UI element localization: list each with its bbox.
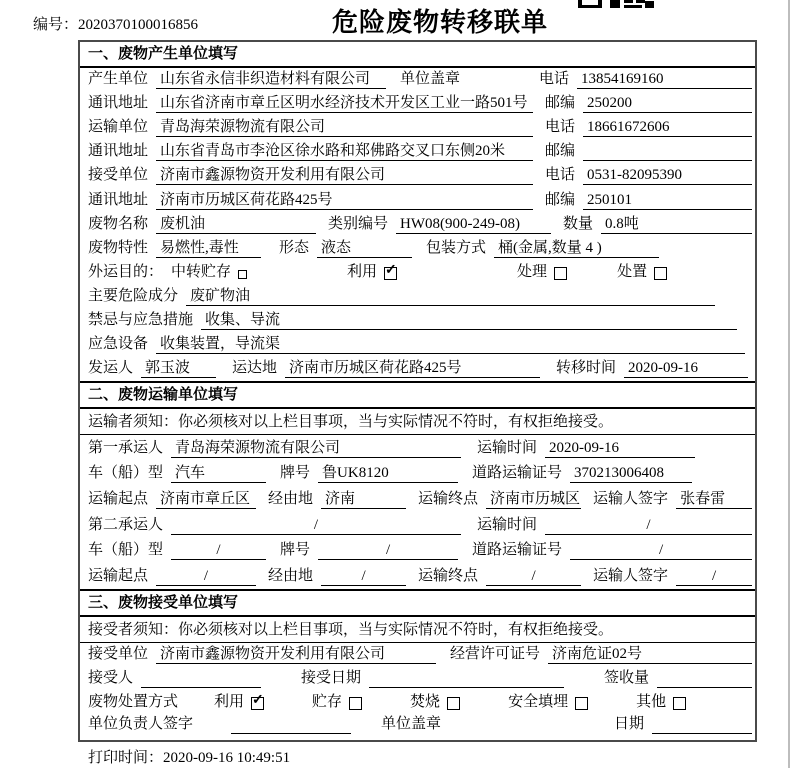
checkbox-label: 其他 [636, 693, 667, 710]
carrier-label: 第二承运人 [88, 516, 164, 533]
purpose-option [171, 263, 247, 282]
producer-value: 山东省永信非织造材料有限公司 [156, 70, 386, 89]
endpoint-value: 济南市历城区 [486, 490, 581, 509]
serial-label: 编号： [33, 17, 79, 33]
checkbox-icon [384, 267, 397, 280]
checkbox-icon [349, 697, 362, 710]
via-value: / [321, 567, 406, 586]
endpoint-value: / [486, 567, 581, 586]
carrier-signature-value: / [676, 567, 752, 586]
traits-value: 易燃性,毒性 [156, 239, 261, 258]
origin-label: 运输起点 [88, 567, 149, 584]
carrier-value: / [171, 516, 461, 535]
print-time-label: 打印时间： [88, 750, 164, 766]
shipper-label: 发运人 [88, 360, 134, 377]
vehicle2-row [80, 538, 755, 564]
transport-time-label: 运输时间 [477, 516, 538, 533]
carrier-signature-label: 运输人签字 [593, 491, 669, 507]
route2-row [80, 563, 755, 589]
category-label: 类别编号 [328, 215, 389, 232]
signed-quantity-label: 签收量 [604, 669, 650, 686]
transport-time-label: 运输时间 [477, 439, 538, 456]
purpose-option [347, 263, 397, 282]
signed-quantity-value [657, 669, 752, 688]
checkbox-icon [251, 697, 264, 710]
checkbox-icon [673, 697, 686, 710]
date-value [652, 715, 752, 734]
accept-unit-row [80, 643, 755, 667]
head-signature-value [231, 715, 351, 734]
head-signature-label: 单位负责人签字 [88, 715, 194, 732]
carrier-value: 青岛海荣源物流有限公司 [171, 439, 461, 458]
unit-seal-label: 单位盖章 [381, 715, 442, 732]
category-value: HW08(900-249-08) [396, 215, 551, 234]
checkbox-icon [554, 267, 567, 280]
dispatch-row [80, 357, 755, 381]
section-1-header: 一、废物产生单位填写 [80, 42, 755, 68]
transporter-label: 运输单位 [88, 119, 149, 136]
disposal-option [410, 693, 460, 712]
transfer-time-label: 转移时间 [556, 360, 617, 377]
checkbox-label: 安全填埋 [508, 693, 569, 710]
checkbox-label: 利用 [347, 263, 378, 280]
form-value: 液态 [317, 239, 412, 258]
section-2-header: 二、废物运输单位填写 [80, 381, 755, 409]
checkbox-label: 焚烧 [410, 693, 441, 710]
transporter-row [80, 116, 755, 140]
road-permit-value: 370213006408 [570, 464, 692, 483]
accept-date-value [369, 669, 564, 688]
equipment-value: 收集装置，导流渠 [156, 335, 745, 354]
packing-value: 桶(金属,数量 4 ) [494, 239, 659, 258]
disposal-option [508, 693, 588, 712]
checkbox-icon [654, 267, 667, 280]
transporter-notice: 运输者须知：你必须核对以上栏目事项，当与实际情况不符时，有权拒绝接受。 [80, 409, 755, 435]
print-time-value: 2020-09-16 10:49:51 [163, 750, 291, 766]
accept-date-label: 接受日期 [301, 669, 362, 686]
quantity-label: 数量 [563, 215, 594, 232]
vehicle-type-label: 车（船）型 [88, 542, 164, 559]
waste-name-label: 废物名称 [88, 215, 149, 232]
plate-label: 牌号 [280, 465, 311, 482]
hazard-row [80, 285, 755, 309]
scan-edge-line [788, 0, 790, 768]
signoff-row [80, 715, 755, 739]
address-value: 济南市历城区荷花路425号 [156, 191, 533, 210]
seal-label: 单位盖章 [400, 71, 461, 88]
purpose-row [80, 261, 755, 285]
receiver-notice: 接受者须知：你必须核对以上栏目事项，当与实际情况不符时，有权拒绝接受。 [80, 617, 755, 643]
zip-value: 250101 [583, 191, 752, 210]
checkbox-icon [575, 697, 588, 710]
waste-traits-row [80, 237, 755, 261]
destination-label: 运达地 [232, 360, 278, 377]
zip-value: 250200 [583, 94, 752, 113]
hazard-label: 主要危险成分 [88, 287, 179, 304]
address-label: 通讯地址 [88, 143, 149, 160]
zip-label: 邮编 [545, 191, 576, 208]
transporter-value: 青岛海荣源物流有限公司 [156, 118, 533, 137]
receiver-row [80, 164, 755, 188]
shipper-value: 郭玉波 [141, 359, 216, 378]
origin-value: / [156, 567, 256, 586]
phone-label: 电话 [545, 119, 576, 136]
vehicle-type-value: / [171, 541, 266, 560]
checkbox-label: 处置 [617, 263, 648, 280]
packing-label: 包装方式 [426, 239, 487, 256]
carrier-label: 第一承运人 [88, 439, 164, 456]
acceptor-label: 接受人 [88, 669, 134, 686]
address-label: 通讯地址 [88, 95, 149, 112]
plate-value: / [318, 541, 458, 560]
form-label: 形态 [279, 239, 310, 256]
address-value: 山东省青岛市李沧区徐水路和郑佛路交叉口东侧20米 [156, 142, 533, 161]
traits-label: 废物特性 [88, 239, 149, 256]
accept-unit-label: 接受单位 [88, 645, 149, 662]
waste-name-row [80, 213, 755, 237]
endpoint-label: 运输终点 [418, 491, 479, 507]
purpose-label: 外运目的： [88, 263, 164, 280]
checkbox-label: 中转贮存 [171, 263, 232, 280]
origin-label: 运输起点 [88, 491, 149, 507]
transfer-time-value: 2020-09-16 [624, 359, 748, 378]
disposal-row [80, 691, 755, 715]
accept-unit-value: 济南市鑫源物资开发利用有限公司 [156, 645, 436, 664]
via-value: 济南 [321, 490, 406, 509]
address-value: 山东省济南市章丘区明水经济技术开发区工业一路501号 [156, 94, 533, 113]
disposal-option [214, 693, 264, 712]
road-permit-value: / [570, 541, 752, 560]
section-3-header: 三、废物接受单位填写 [80, 589, 755, 617]
producer-row [80, 68, 755, 92]
vehicle1-row [80, 461, 755, 487]
plate-label: 牌号 [280, 542, 311, 559]
acceptor-value [141, 669, 261, 688]
receiver-address-row [80, 188, 755, 212]
vehicle-type-label: 车（船）型 [88, 465, 164, 482]
destination-value: 济南市历城区荷花路425号 [285, 359, 540, 378]
checkbox-icon [238, 270, 247, 279]
acceptor-row [80, 667, 755, 691]
emergency-row [80, 309, 755, 333]
route1-row [80, 486, 755, 512]
checkbox-label: 处理 [517, 263, 548, 280]
equipment-row [80, 333, 755, 357]
quantity-value: 0.8吨 [601, 215, 752, 234]
vehicle-type-value: 汽车 [171, 464, 266, 483]
receiver-label: 接受单位 [88, 167, 149, 184]
disposal-option [312, 693, 362, 712]
carrier1-row [80, 435, 755, 461]
print-time [88, 746, 290, 767]
transporter-address-row [80, 140, 755, 164]
phone-value: 18661672606 [583, 118, 752, 137]
carrier-signature-value: 张春雷 [676, 490, 752, 509]
endpoint-label: 运输终点 [418, 567, 479, 584]
checkbox-label: 贮存 [312, 693, 343, 710]
producer-address-row [80, 92, 755, 116]
disposal-label: 废物处置方式 [88, 693, 179, 710]
disposal-option [636, 693, 686, 712]
zip-label: 邮编 [545, 143, 576, 160]
zip-label: 邮编 [545, 95, 576, 112]
carrier-signature-label: 运输人签字 [593, 567, 669, 584]
checkbox-icon [447, 697, 460, 710]
phone-label: 电话 [538, 71, 569, 88]
phone-label: 电话 [545, 167, 576, 184]
zip-value [583, 142, 752, 161]
purpose-option [617, 263, 667, 282]
checkbox-label: 利用 [214, 693, 245, 710]
serial-value: 2020370100016856 [78, 17, 199, 33]
license-value: 济南危证02号 [548, 645, 752, 664]
road-permit-label: 道路运输证号 [472, 465, 563, 482]
phone-value: 13854169160 [577, 70, 752, 89]
date-label: 日期 [613, 715, 644, 732]
emergency-value: 收集、导流 [201, 311, 737, 330]
via-label: 经由地 [268, 491, 314, 507]
equipment-label: 应急设备 [88, 336, 149, 353]
origin-value: 济南市章丘区 [156, 490, 256, 509]
license-label: 经营许可证号 [450, 645, 541, 662]
transport-time-value: / [545, 516, 752, 535]
receiver-value: 济南市鑫源物资开发利用有限公司 [156, 166, 533, 185]
via-label: 经由地 [268, 567, 314, 584]
phone-value: 0531-82095390 [583, 166, 752, 185]
transport-time-value: 2020-09-16 [545, 439, 695, 458]
hazard-value: 废矿物油 [186, 287, 715, 306]
waste-name-value: 废机油 [156, 215, 316, 234]
producer-label: 产生单位 [88, 71, 149, 88]
address-label: 通讯地址 [88, 191, 149, 208]
road-permit-label: 道路运输证号 [472, 542, 563, 559]
document-title: 危险废物转移联单 [331, 8, 548, 37]
emergency-label: 禁忌与应急措施 [88, 312, 194, 329]
carrier2-row [80, 512, 755, 538]
manifest-form [78, 40, 757, 742]
purpose-option [517, 263, 567, 282]
plate-value: 鲁UK8120 [318, 464, 458, 483]
